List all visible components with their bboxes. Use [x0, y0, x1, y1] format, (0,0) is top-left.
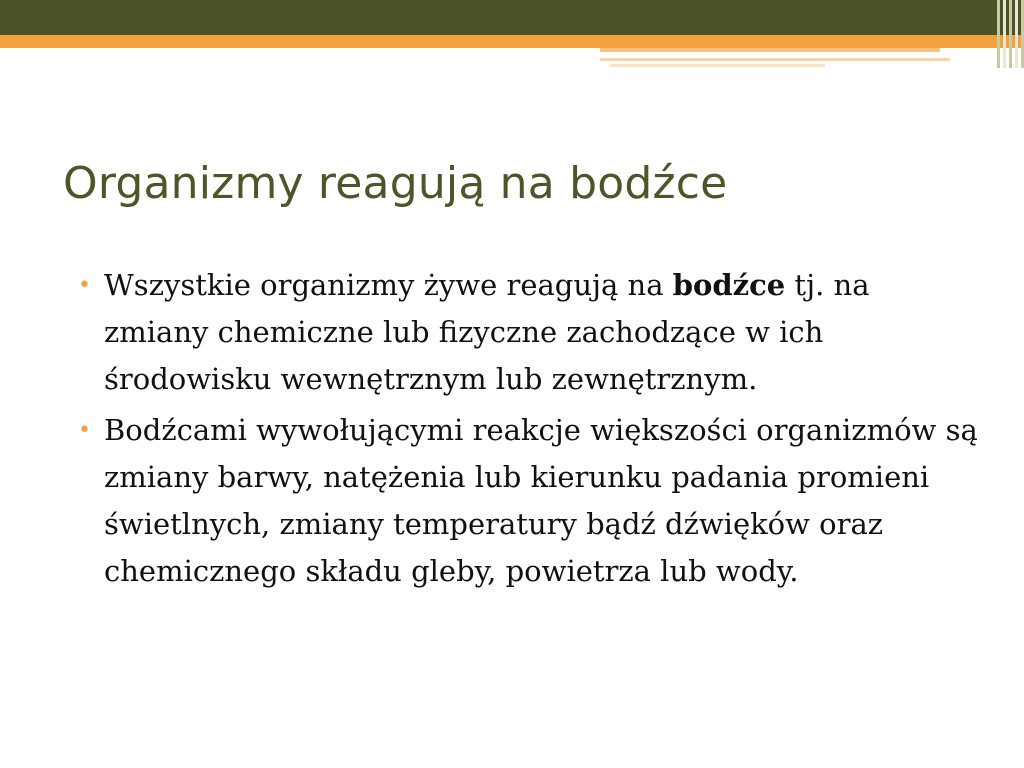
- slide-title: Organizmy reagują na bodźce: [63, 158, 728, 209]
- bullet-icon: •: [78, 273, 91, 298]
- header-accent-line: [600, 48, 940, 52]
- bullet-item: [78, 262, 978, 403]
- header-stripes: [992, 0, 1024, 68]
- bullet-text-bold: bodźce: [672, 268, 786, 302]
- bullet-text-end: tj. na zmiany chemiczne lub fizyczne zachodzące w ich środowisku wewnętrznym lub zewnętrznym.: [104, 268, 870, 396]
- bullet-icon: •: [78, 418, 91, 443]
- header-band-dark: [0, 0, 1024, 35]
- header-accent-line-pale-short: [610, 64, 825, 67]
- bullet-list: [78, 262, 978, 599]
- bullet-text: Bodźcami wywołującymi reakcje większości organizmów są zmiany barwy, natężenia lub kierunku padania promieni świetlnych, zmiany temperatury bądź dźwięków oraz chemicznego składu gleby, powietrza lub wody.: [104, 413, 978, 588]
- bullet-text-start: Wszystkie organizmy żywe reagują na: [104, 268, 673, 302]
- header-band-orange: [0, 35, 1024, 48]
- bullet-item: [78, 407, 978, 595]
- header-accent-line-pale: [600, 58, 950, 61]
